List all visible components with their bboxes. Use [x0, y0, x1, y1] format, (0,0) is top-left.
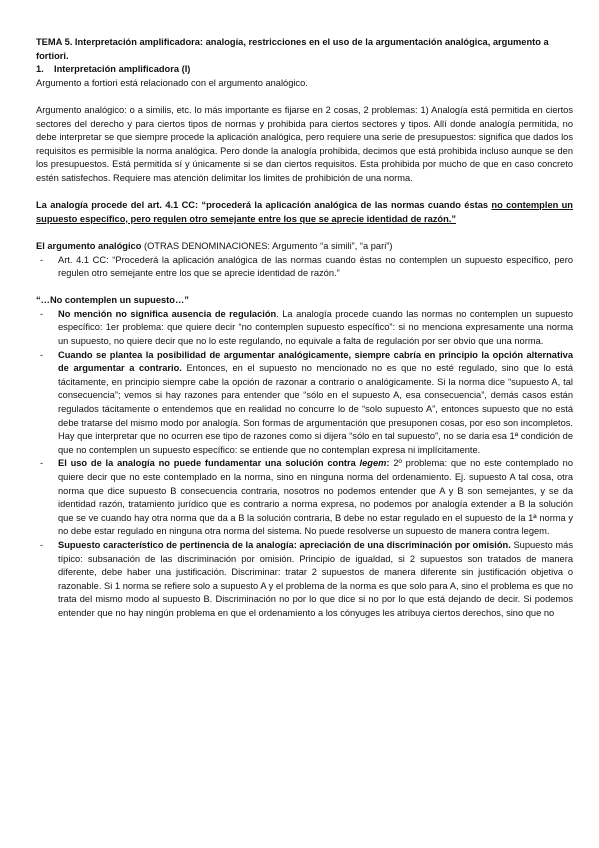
item-bold-lead: Cuando se plantea la posibilidad de argumentar analógicamente, siempre cabría en principio la opción alternativa de argumentar a contrario. — [58, 349, 573, 374]
art-underlined-text: no contemplen un supuesto específico, pero regulen otro semejante entre los que se aprecie identidad de razón.” — [36, 200, 573, 224]
item-text: 2º problema: que no este contemplado no quiere decir que no este contemplado en la norma, sino en ninguna norma del ordenamiento. Ej. supuesto A tal cosa, otra norma que dice supuesto B consecuencia contraria, nosotros no podemos entender que A y B son semejantes, y se da identidad razón, tratamiento jurídico que es contrario a norma expresa, no podemos por analogía extender a B la solución que se ve cuando hay otra norma que da a B la solución contraria, B debe no estar regulado en el supuesto de la 1ª norma y no debe estar regulado en ninguna otra norma del sistema. No puede resolverse un supuesto de manera contra legem. — [58, 458, 573, 537]
section-heading — [36, 63, 573, 77]
argument-heading-rest: (OTRAS DENOMINACIONES: Argumento “a simili”, “a pari”) — [141, 240, 393, 251]
spacer — [36, 186, 573, 200]
paragraph-art-4-1 — [36, 199, 573, 226]
list-item — [58, 349, 573, 458]
points-list — [36, 308, 573, 621]
section-number: 1. — [36, 64, 44, 75]
list-item — [58, 308, 573, 349]
spacer — [36, 226, 573, 240]
list-item: - Art. 4.1 CC: “Procederá la aplicación analógica de las normas cuando éstas no contemplen un supuesto específico, pero regulen otro semejante entre los que se aprecie identidad de razón.” — [58, 254, 573, 281]
art-lead-text: La analogía procede del art. 4.1 CC: “procederá la aplicación analógica de las normas cuando éstas — [36, 200, 492, 211]
spacer — [36, 90, 573, 104]
item-text: . La analogía procede cuando las normas no contemplen un supuesto específico: 1er problema: que quiere decir “no contemplen supuesto específico”: si no menciona expresamente una norma un supuesto, no quiere decir que no lo este regulando, no equivale a falta de regulación por ser obvio que una norma. — [58, 308, 574, 347]
item-bold-italic: legem — [359, 458, 387, 469]
item-bold-lead: No mención no significa ausencia de regulación — [58, 308, 277, 319]
item-text: Entonces, en el supuesto no mencionado no es que no esté regulado, sino que lo está tácitamente, en principio siempre cabe la opción de razonar a contrario o analógicamente. Si la norma dice “supuesto A, tal consecuencia”; vemos si hay razones para entender que “sólo en el supuesto A, esa consecuencia”, demás casos están regulados tácitamente o entendemos que en realidad no concurre lo de “solo supuesto A”, entonces supuesto que no está debe tratarse del mismo modo por analogía. Son formas de argumentación que presuponen cosas, por eso son incompletos. Hay que interpretar que no ocurren ese tipo de razones como si dijera “sólo en tal supuesto”, no se daria esa 1ª condición de que no contemplen un supuesto específico: se entiende que no contemplan expresa ni implícitamente. — [58, 363, 573, 455]
item-bold-lead: Supuesto característico de pertinencia de la analogía: apreciación de una discriminación por omisión. — [58, 539, 511, 550]
spacer — [36, 281, 573, 295]
item-bold-lead: El uso de la analogía no puede fundamentar una solución contra — [58, 458, 360, 469]
item-bold-tail: : — [386, 458, 390, 469]
document-title: TEMA 5. Interpretación amplificadora: analogía, restricciones en el uso de la argumentación analógica, argumento a fortiori. — [36, 37, 549, 61]
item-text: Supuesto más típico: subsanación de las discriminación por omisión. Principio de igualdad, si 2 supuestos son tratados de manera diferente, debe haber una justificación. Discriminar: tratar 2 supuestos de manera diferente sin justificación objetiva o razonable. Si 1 norma se refiere solo a supuesto A y el problema de la norma es que solo para A, sino el problema es que no trata del mismo modo al supuesto B. Discriminación no por lo que dice si no por lo que está dejando de decir. Si podemos entender que no hay ningún problema en que el ordenamiento a los cónyuges les atribuya ciertos derechos, sino que no — [58, 539, 574, 618]
intro-paragraph: Argumento a fortiori está relacionado con el argumento analógico. — [36, 77, 308, 88]
paragraph-analogy: Argumento analógico: o a similis, etc. lo más importante es fijarse en 2 cosas, 2 problemas: 1) Analogía está permitida en ciertos sectores del derecho y para ciertos tipos de normas y prohibida para ciertos sectores y tipos. Allí donde analogía permitida, no debe interpretar se que siempre procede la aplicación analógica, pero requiere una serie de presupuestos: significa que dados los requisitos es permisible la norma analógica. Pero donde la analogía prohibida, decimos que está prohibida incluso aunque se den los presupuestos. Está permitida sí y únicamente si se dan ciertos requisitos. Esta prohibida por mucho de que en caso concreto estén satisfechos. Requiere mas atención delimitar los limites de prohibición de una norma. — [36, 104, 573, 183]
argument-heading-bold: El argumento analógico — [36, 240, 142, 251]
list-item — [58, 539, 573, 621]
argument-heading — [36, 240, 573, 254]
section-title: Interpretación amplificadora (I) — [54, 64, 191, 75]
list-item — [58, 457, 573, 539]
argument-list — [36, 254, 573, 281]
quote-heading: “…No contemplen un supuesto…” — [36, 295, 189, 306]
